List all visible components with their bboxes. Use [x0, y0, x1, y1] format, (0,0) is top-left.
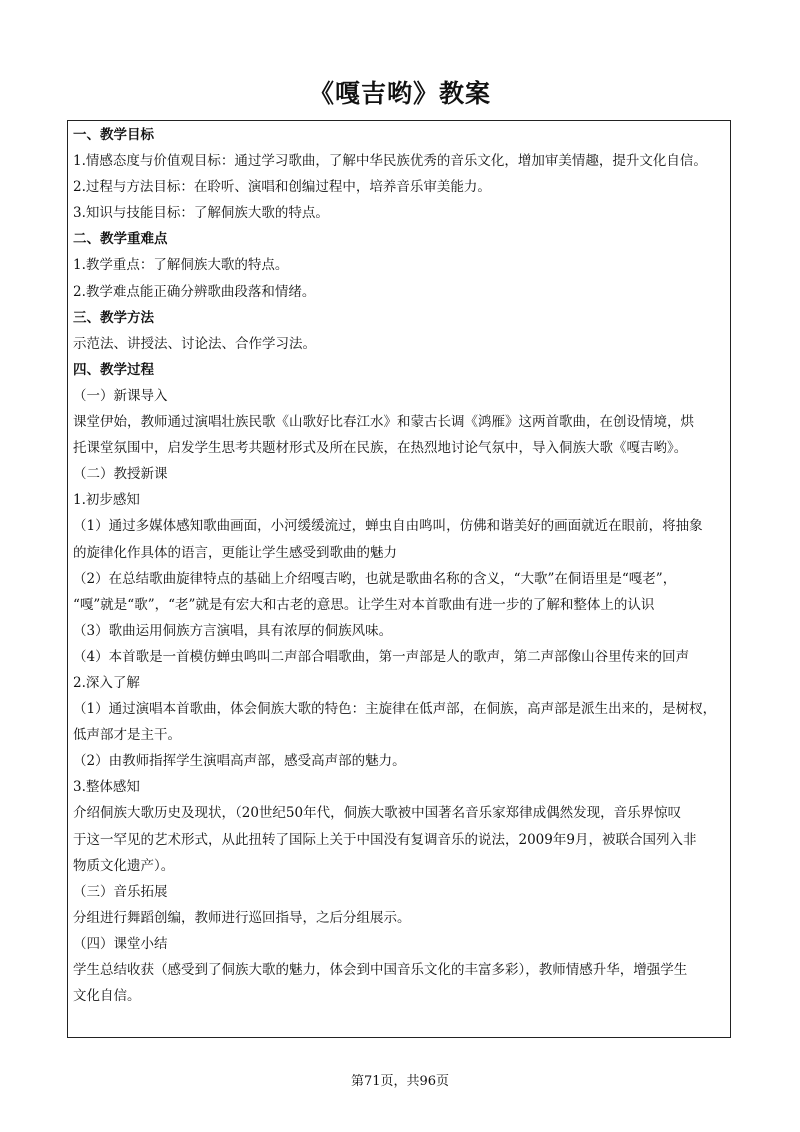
body-line: 物质文化遗产）。	[73, 857, 175, 874]
body-line: （四）课堂小结	[73, 935, 168, 952]
body-line: （1）通过多媒体感知歌曲画面，小河缓缓流过，蝉虫自由鸣叫，仿佛和谐美好的画面就近在眼前，将抽象	[73, 518, 703, 535]
body-line: 1.教学重点：了解侗族大歌的特点。	[73, 257, 289, 274]
page-number: 第71页，共96页	[350, 1074, 450, 1089]
body-line: 2.深入了解	[73, 674, 140, 691]
section-heading: 二、教学重难点	[73, 231, 168, 248]
body-line: 1.情感态度与价值观目标：通过学习歌曲，了解中华民族优秀的音乐文化，增加审美情趣，提升文化自信。	[73, 153, 707, 170]
section-heading: 三、教学方法	[73, 309, 154, 326]
body-line: 文化自信。	[73, 988, 141, 1005]
body-line: 3.知识与技能目标：了解侗族大歌的特点。	[73, 205, 329, 222]
section-heading: 一、教学目标	[73, 127, 154, 143]
section-heading: 四、教学过程	[73, 361, 154, 378]
body-line: （2）在总结歌曲旋律特点的基础上介绍嘎吉哟，也就是歌曲名称的含义，“大歌”在侗语里是“嘎老”，	[73, 570, 677, 587]
lesson-plan-content	[73, 122, 729, 1009]
body-line: 2.过程与方法目标：在聆听、演唱和创编过程中，培养音乐审美能力。	[73, 179, 491, 196]
body-line: （3）歌曲运用侗族方言演唱，具有浓厚的侗族风味。	[73, 622, 393, 639]
body-line: 2.教学难点能正确分辨歌曲段落和情绪。	[73, 283, 316, 300]
body-line: 的旋律化作具体的语言，更能让学生感受到歌曲的魅力	[73, 544, 397, 561]
body-line: 3.整体感知	[73, 779, 140, 796]
body-line: 课堂伊始，教师通过演唱壮族民歌《山歌好比春江水》和蒙古长调《鸿雁》这两首歌曲，在创设情境，烘	[73, 414, 694, 431]
body-line: （2）由教师指挥学生演唱高声部，感受高声部的魅力。	[73, 753, 406, 770]
body-line: （4）本首歌是一首模仿蝉虫鸣叫二声部合唱歌曲，第一声部是人的歌声，第二声部像山谷里传来的回声	[73, 648, 690, 665]
body-line: （1）通过演唱本首歌曲，体会侗族大歌的特色：主旋律在低声部，在侗族，高声部是派生出来的，是树杈，	[73, 701, 717, 718]
body-line: 低声部才是主干。	[73, 727, 181, 744]
body-line: “嘎”就是“歌”，“老”就是有宏大和古老的意思。让学生对本首歌曲有进一步的了解和整体上的认识	[73, 596, 655, 613]
body-line: 于这一罕见的艺术形式，从此扭转了国际上关于中国没有复调音乐的说法，2009年9月，被联合国列入非	[73, 831, 697, 848]
page-title: 《嘎吉哟》教案	[308, 79, 491, 108]
body-line: 示范法、讲授法、讨论法、合作学习法。	[73, 335, 316, 352]
body-line: 托课堂氛围中，启发学生思考共题材形式及所在民族，在热烈地讨论气氛中，导入侗族大歌《嘎吉哟》。	[73, 440, 688, 457]
body-line: 分组进行舞蹈创编，教师进行巡回指导，之后分组展示。	[73, 909, 411, 926]
body-line: 介绍侗族大歌历史及现状，（20世纪50年代，侗族大歌被中国著名音乐家郑律成偶然发现，音乐界惊叹	[73, 805, 682, 822]
body-line: （三）音乐拓展	[73, 883, 168, 900]
body-line: 学生总结收获（感受到了侗族大歌的魅力，体会到中国音乐文化的丰富多彩），教师情感升华，增强学生	[73, 962, 688, 978]
body-line: （二）教授新课	[73, 466, 168, 483]
body-line: （一）新课导入	[73, 387, 168, 404]
body-line: 1.初步感知	[73, 492, 140, 509]
